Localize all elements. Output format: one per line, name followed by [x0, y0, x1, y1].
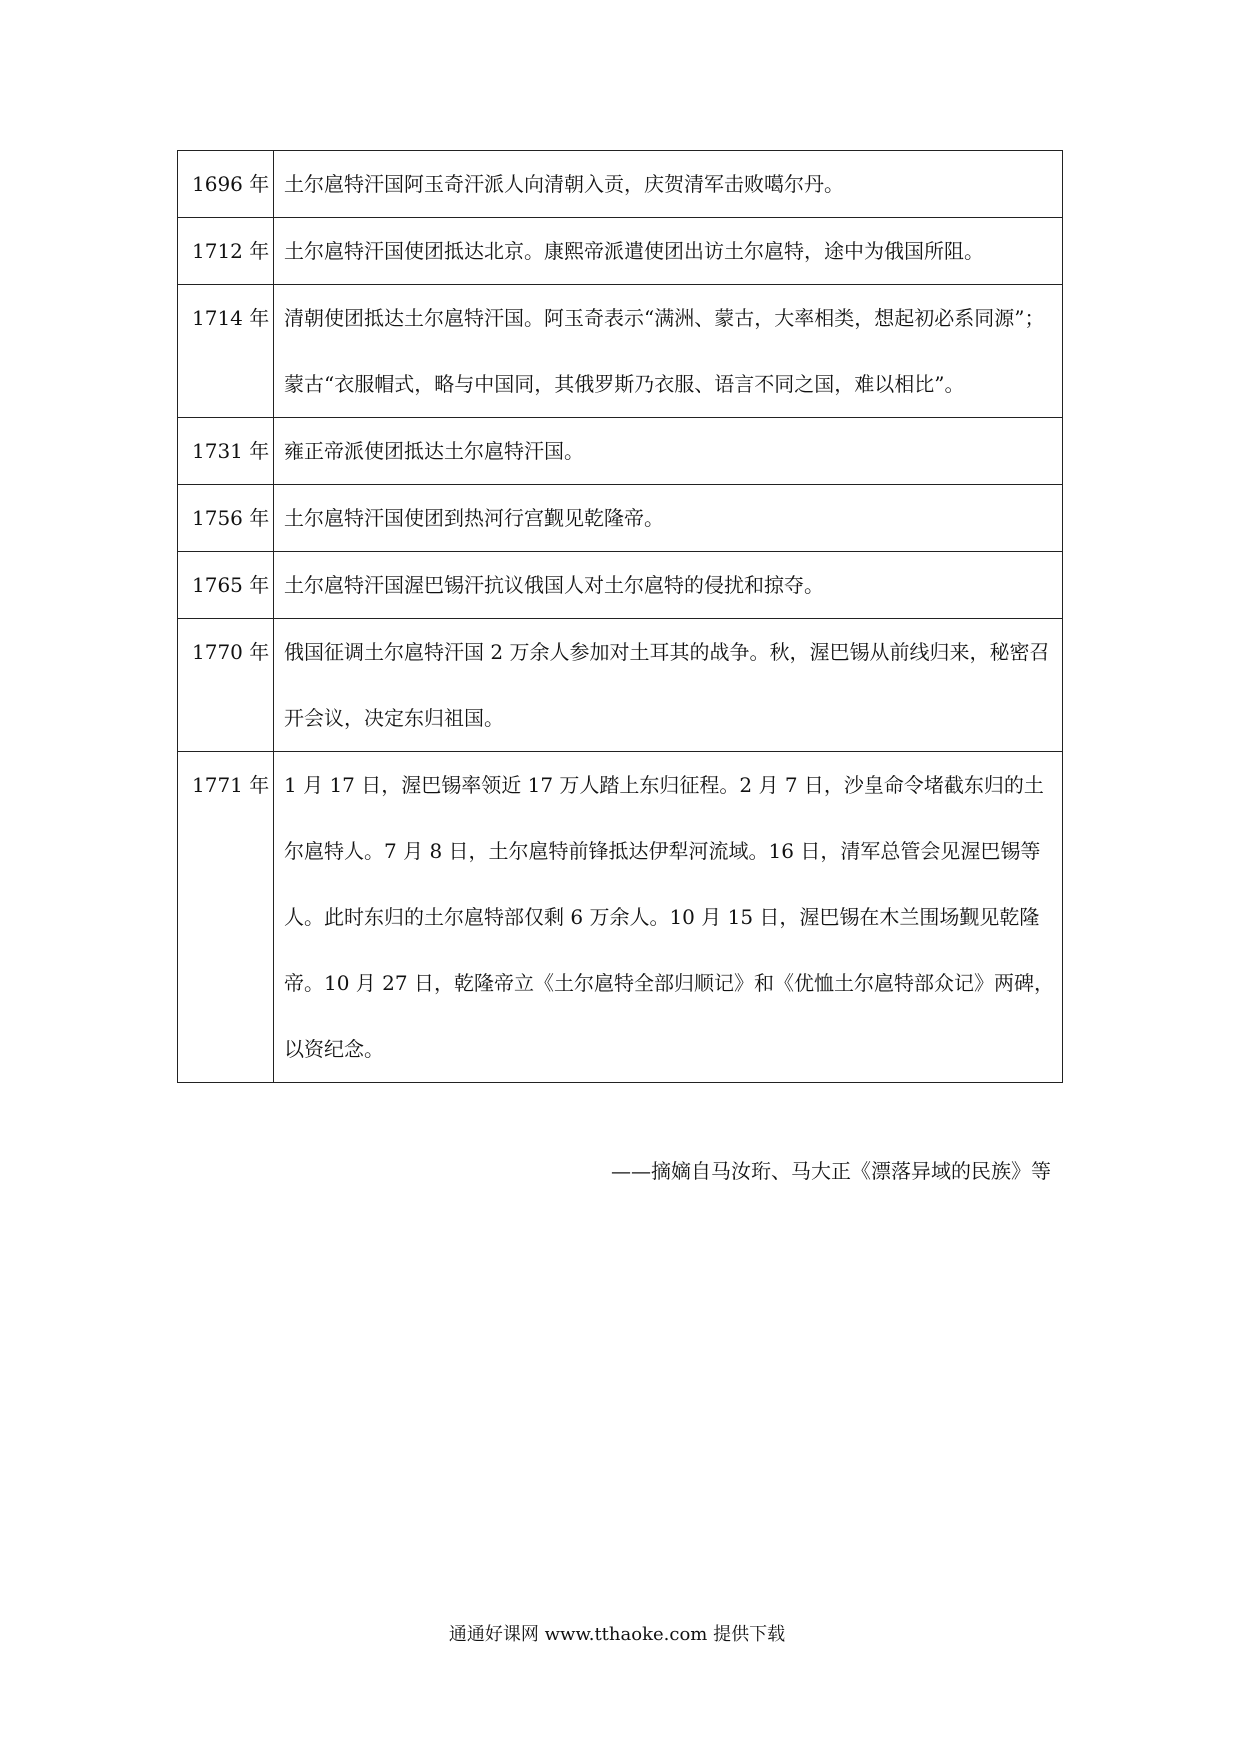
table-row — [178, 619, 1063, 752]
timeline-table — [177, 150, 1063, 1083]
year-cell: 1756 年 — [178, 485, 274, 552]
event-cell: 1 月 17 日，渥巴锡率领近 17 万人踏上东归征程。2 月 7 日，沙皇命令堵截东归的土尔扈特人。7 月 8 日，土尔扈特前锋抵达伊犁河流域。16 日，清军总管会见渥巴锡等人。此时东归的土尔扈特部仅剩 6 万余人。10 月 15 日，渥巴锡在木兰围场觐见乾隆帝。10 月 27 日，乾隆帝立《土尔扈特全部归顺记》和《优恤土尔扈特部众记》两碑，以资纪念。 — [274, 752, 1063, 1083]
table-row — [178, 552, 1063, 619]
year-cell: 1696 年 — [178, 151, 274, 218]
year-cell: 1712 年 — [178, 218, 274, 285]
event-cell: 土尔扈特汗国渥巴锡汗抗议俄国人对土尔扈特的侵扰和掠夺。 — [274, 552, 1063, 619]
table-row — [178, 285, 1063, 418]
source-citation: ——摘嫡自马汝珩、马大正《漂落异域的民族》等 — [611, 1159, 1051, 1183]
table-row — [178, 151, 1063, 218]
year-cell: 1765 年 — [178, 552, 274, 619]
table-row — [178, 418, 1063, 485]
event-cell: 清朝使团抵达土尔扈特汗国。阿玉奇表示“满洲、蒙古，大率相类，想起初必系同源”；蒙古“衣服帽式，略与中国同，其俄罗斯乃衣服、语言不同之国，难以相比”。 — [274, 285, 1063, 418]
year-cell: 1714 年 — [178, 285, 274, 418]
event-cell: 土尔扈特汗国使团抵达北京。康熙帝派遣使团出访土尔扈特，途中为俄国所阻。 — [274, 218, 1063, 285]
event-cell: 土尔扈特汗国使团到热河行宫觐见乾隆帝。 — [274, 485, 1063, 552]
table-row — [178, 485, 1063, 552]
event-cell: 土尔扈特汗国阿玉奇汗派人向清朝入贡，庆贺清军击败噶尔丹。 — [274, 151, 1063, 218]
page-footer: 通通好课网 www.tthaoke.com 提供下载 — [448, 1624, 786, 1645]
table-row — [178, 218, 1063, 285]
year-cell: 1771 年 — [178, 752, 274, 1083]
year-cell: 1731 年 — [178, 418, 274, 485]
table-row — [178, 752, 1063, 1083]
event-cell: 雍正帝派使团抵达土尔扈特汗国。 — [274, 418, 1063, 485]
year-cell: 1770 年 — [178, 619, 274, 752]
event-cell: 俄国征调土尔扈特汗国 2 万余人参加对土耳其的战争。秋，渥巴锡从前线归来，秘密召开会议，决定东归祖国。 — [274, 619, 1063, 752]
